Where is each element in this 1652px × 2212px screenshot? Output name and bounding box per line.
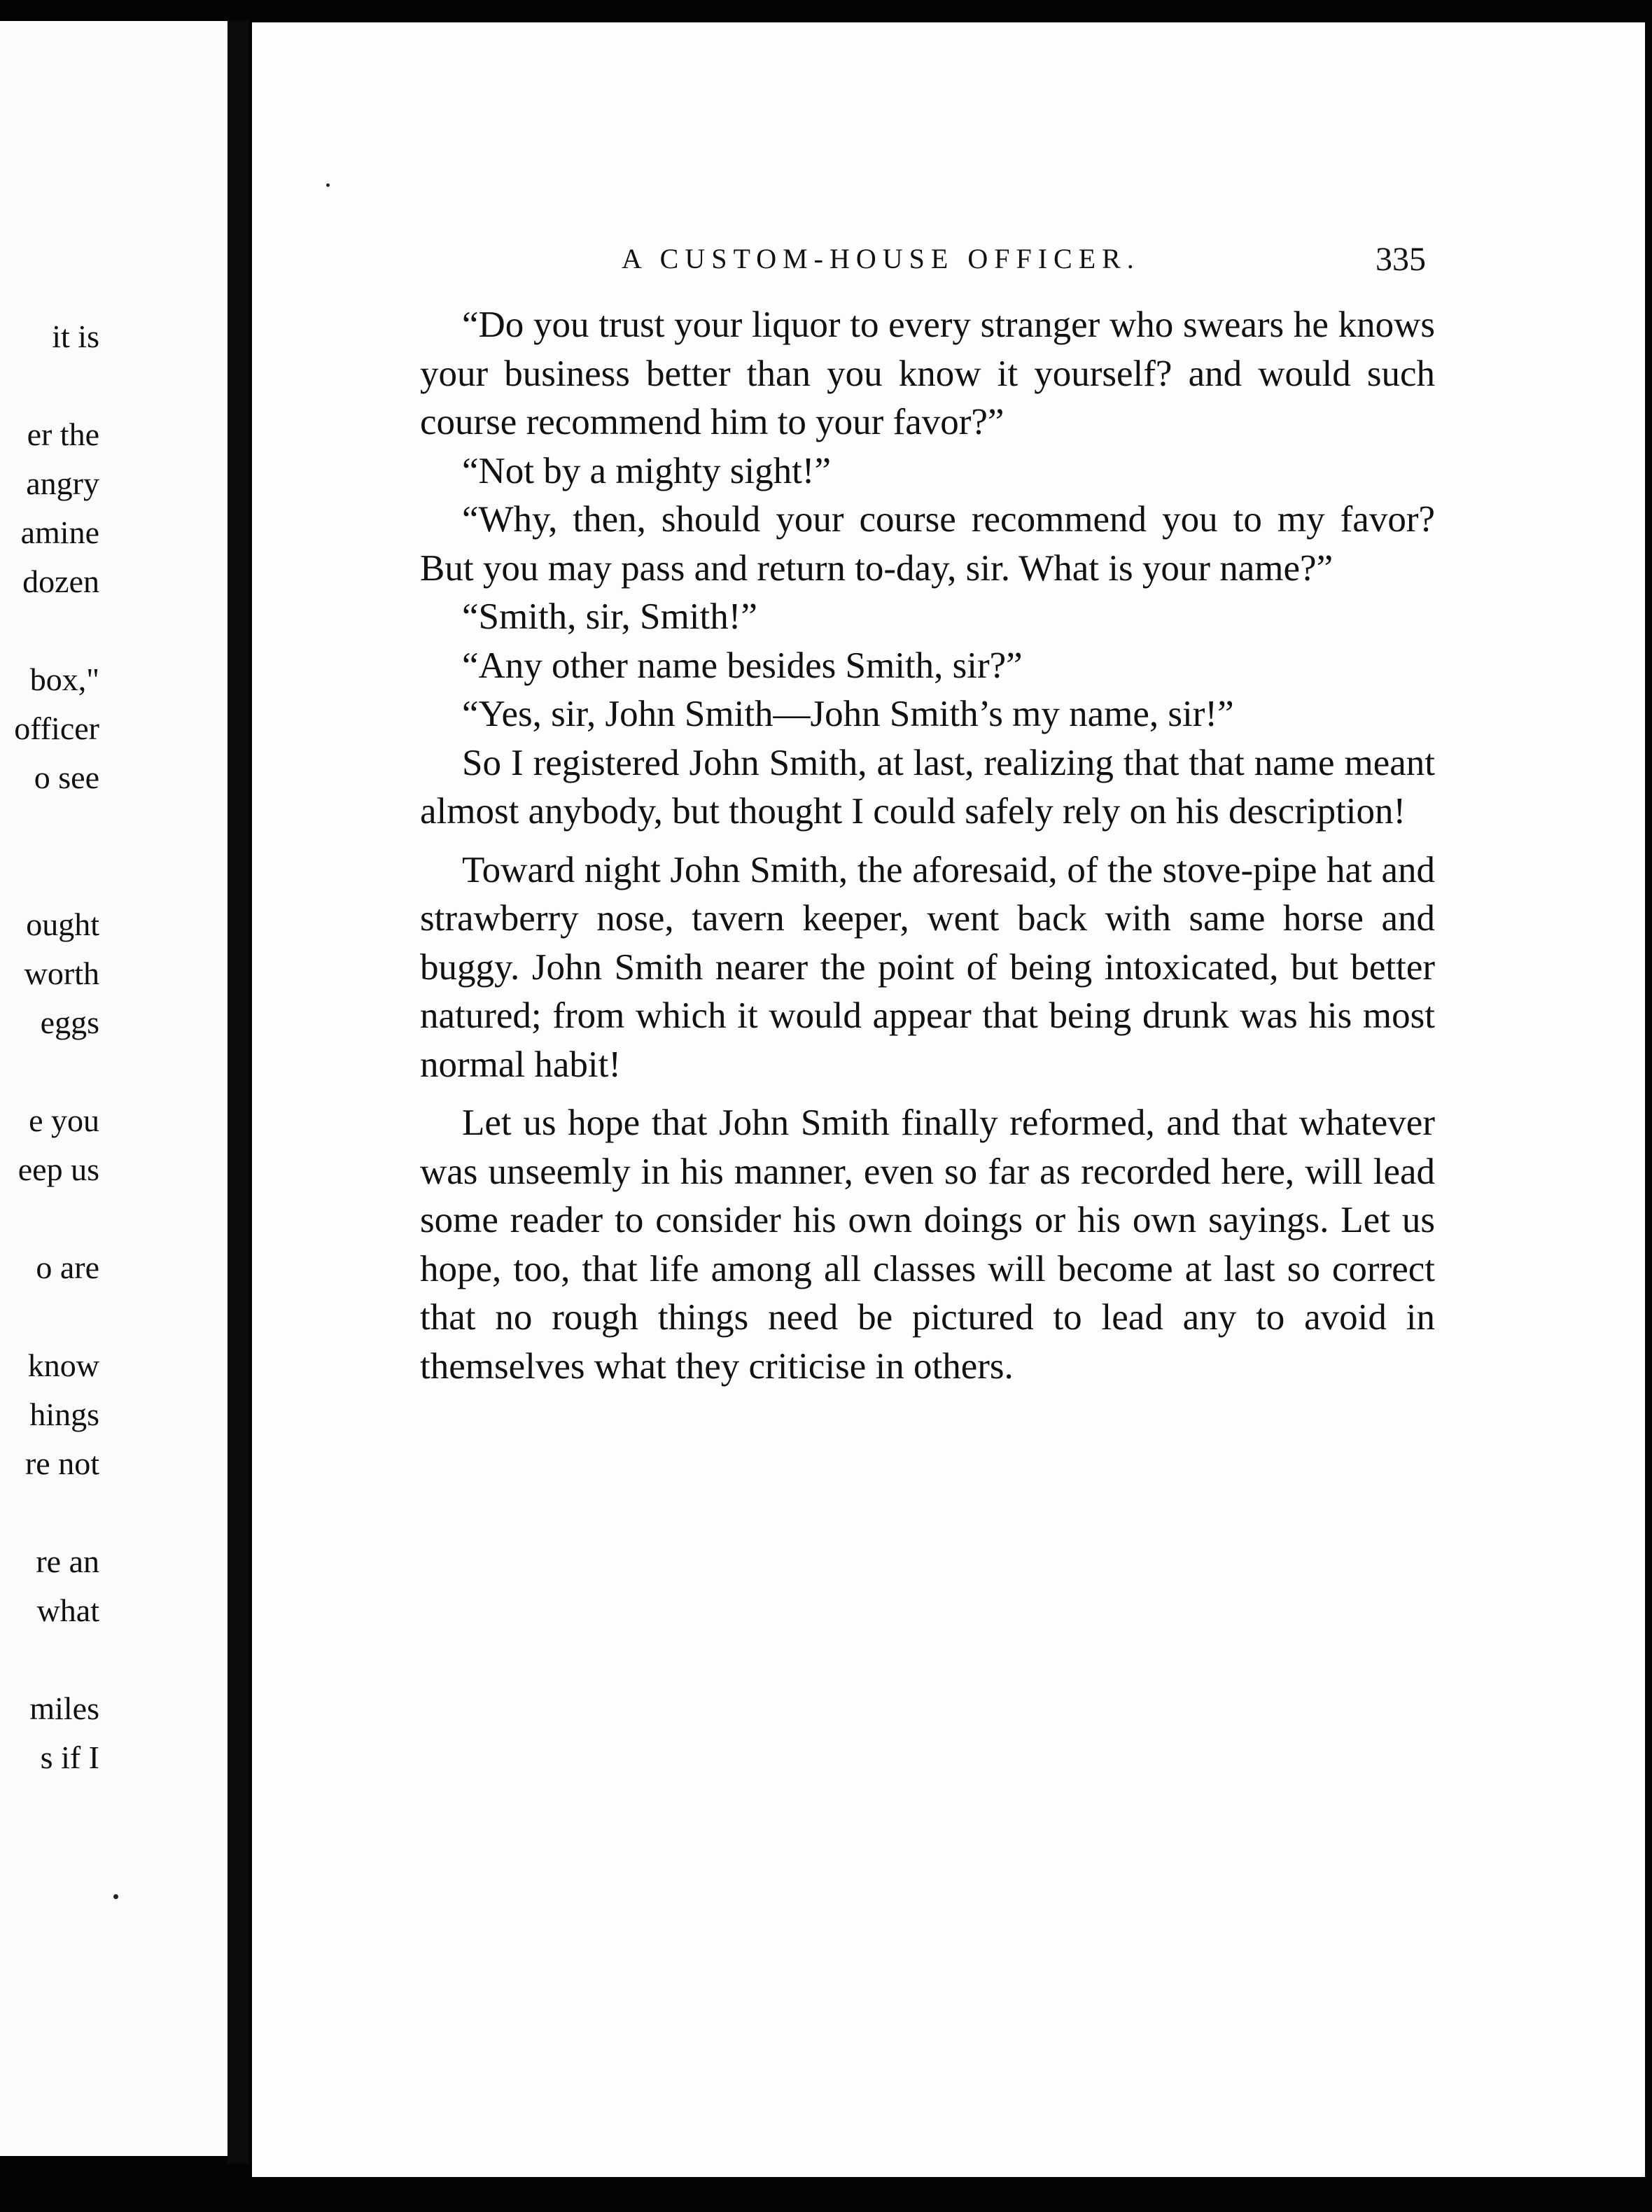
left-fragment: o are: [36, 1250, 99, 1285]
paragraph: “Yes, sir, John Smith—John Smith’s my name, sir!”: [462, 694, 1234, 734]
left-fragment: hings: [29, 1396, 99, 1432]
paragraph: “Do you trust your liquor to every stranger who swears he knows your business better than you know it yourself? and would such course recommend him to your favor?”: [420, 304, 1435, 442]
ink-speck: [113, 1894, 118, 1899]
left-fragment: worth: [24, 955, 99, 991]
left-fragment: officer: [14, 710, 99, 746]
ink-speck: [326, 183, 330, 187]
left-fragment: what: [36, 1592, 99, 1628]
paragraph: Let us hope that John Smith finally reformed, and that whatever was unseemly in his manner, even so far as recorded here, will lead some reader to consider his own doings or his own sayings. Let us hope, too, that life among all classes will become at last so correct that no rough things need be pictured to lead any to avoid in themselves what they criticise in others.: [420, 1102, 1435, 1387]
left-fragment: er the: [27, 416, 99, 452]
left-fragment: it is: [52, 318, 99, 354]
left-page: [0, 21, 227, 2156]
paragraph: Toward night John Smith, the aforesaid, of the stove-pipe hat and strawberry nose, tavern keeper, went back with same horse and buggy. John Smith nearer the point of being intoxicated, but better natured; from which it would appear that being drunk was his most normal habit!: [420, 849, 1435, 1085]
left-fragment: angry: [26, 465, 99, 501]
left-fragment: ought: [26, 906, 99, 942]
left-fragment: dozen: [22, 564, 99, 599]
left-fragment: eggs: [40, 1004, 99, 1040]
left-fragment: eep us: [18, 1152, 99, 1187]
left-fragment: re not: [24, 1446, 99, 1481]
left-fragment: miles: [29, 1690, 99, 1726]
page-number: 335: [1376, 241, 1426, 278]
paragraph: “Not by a mighty sight!”: [462, 450, 831, 491]
left-fragment: e you: [29, 1102, 99, 1138]
left-fragment: re an: [36, 1544, 99, 1579]
left-fragment: box,": [29, 662, 99, 697]
left-fragment: amine: [20, 514, 99, 550]
left-fragment: know: [27, 1348, 99, 1383]
running-head: A CUSTOM-HOUSE OFFICER.: [622, 243, 1140, 274]
paragraph: “Any other name besides Smith, sir?”: [462, 645, 1023, 686]
paragraph: So I registered John Smith, at last, realizing that that name meant almost anybody, but thought I could safely rely on his description!: [420, 742, 1435, 832]
paragraph: “Smith, sir, Smith!”: [462, 596, 757, 637]
left-fragment: o see: [34, 760, 99, 795]
left-fragment: s if I: [40, 1740, 99, 1775]
body-text: [420, 301, 1435, 1391]
paragraph: “Why, then, should your course recommend you to my favor? But you may pass and return to-day, sir. What is your name?”: [420, 499, 1435, 589]
book-gutter: [227, 21, 248, 2163]
